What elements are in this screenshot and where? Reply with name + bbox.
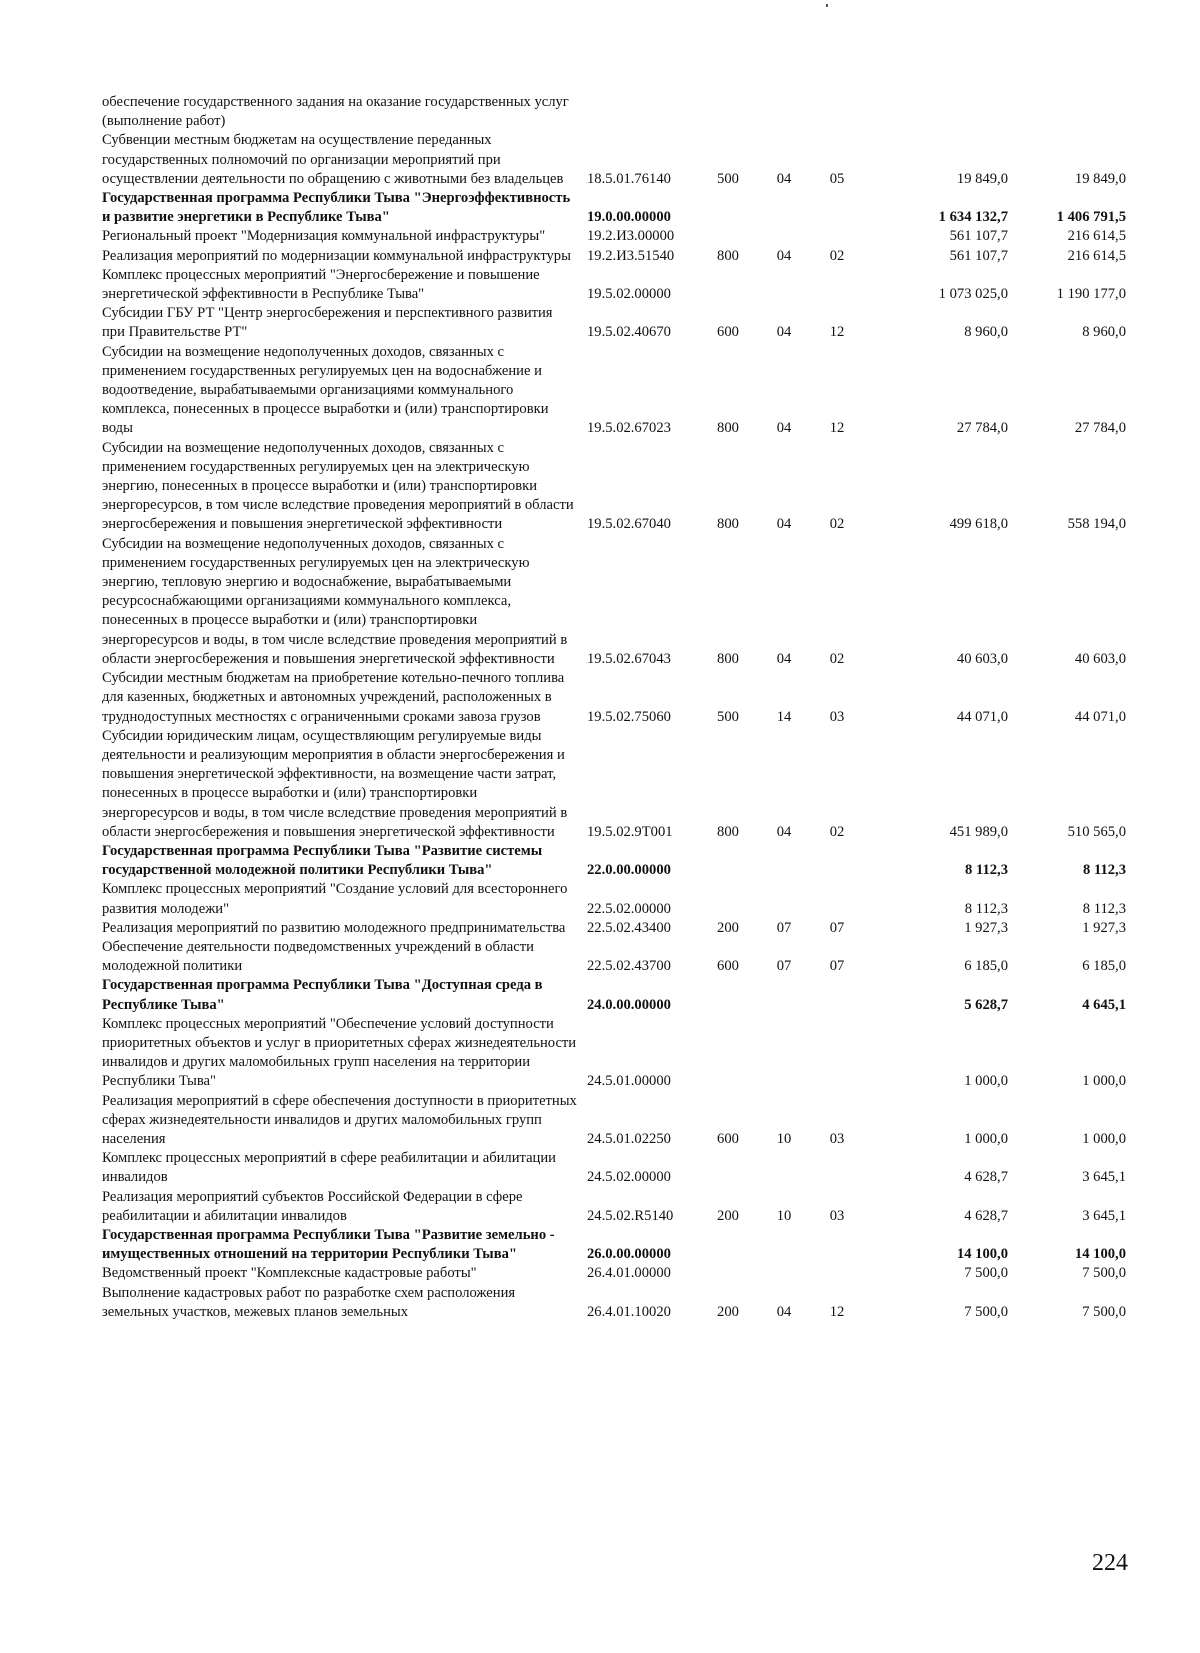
row-sum-year1: 8 960,0	[964, 324, 1008, 341]
row-code: 19.0.00.00000	[587, 209, 671, 226]
row-expense-type: 600	[717, 958, 739, 975]
row-sum-year2: 1 927,3	[1082, 919, 1126, 936]
table-row	[102, 919, 1126, 938]
row-sum-year2: 27 784,0	[1074, 420, 1126, 437]
row-subsection: 07	[829, 919, 845, 936]
row-name: Субсидии на возмещение недополученных доходов, связанных с применением государственных регулируемых цен на электрическую энергию, тепловую энергию и водоснабжение, вырабатываемыми ресурсоснабжающими организациями коммунального комплекса, понесенных в процессе выработки и (или) транспортировки энергоресурсов и воды, в том числе вследствие проведения мероприятий в области энергосбережения и повышения энергетической эффективности	[102, 535, 568, 667]
row-name: обеспечение государственного задания на оказание государственных услуг (выполнение работ)	[102, 94, 569, 130]
row-name: Региональный проект "Модернизация коммунальной инфраструктуры"	[102, 228, 546, 245]
row-name: Государственная программа Республики Тыва "Энергоэффективность и развитие энергетики в Республике Тыва"	[102, 190, 571, 226]
row-subsection	[808, 1149, 866, 1187]
row-expense-type	[696, 266, 760, 304]
row-code	[585, 93, 696, 131]
table-row	[102, 938, 1126, 976]
row-expense-type	[696, 1149, 760, 1187]
row-expense-type	[696, 189, 760, 227]
table-row	[102, 304, 1126, 342]
row-sum-year1: 6 185,0	[964, 958, 1008, 975]
row-sum-year1	[866, 93, 1008, 131]
table-row	[102, 131, 1126, 189]
row-name: Комплекс процессных мероприятий "Создание условий для всестороннего развития молодежи"	[102, 881, 568, 917]
row-subsection	[808, 1264, 866, 1283]
row-sum-year1: 8 112,3	[964, 900, 1008, 917]
row-name: Субсидии на возмещение недополученных доходов, связанных с применением государственных регулируемых цен на водоснабжение и водоотведение, вырабатываемыми организациями коммунального комплекса, понесенных в процессе выработки и (или) транспортировки воды	[102, 343, 549, 437]
row-section	[760, 1015, 808, 1092]
row-subsection: 03	[829, 1130, 845, 1147]
row-name: Комплекс процессных мероприятий "Обеспечение условий доступности приоритетных объектов и услуг в приоритетных сферах жизнедеятельности инвалидов и других маломобильных групп населения на территории Республики Тыва"	[102, 1015, 577, 1090]
row-section: 07	[776, 958, 792, 975]
row-subsection: 12	[829, 420, 845, 437]
row-expense-type	[696, 976, 760, 1014]
row-code: 24.5.01.02250	[587, 1130, 671, 1147]
row-sum-year1: 4 628,7	[964, 1169, 1008, 1186]
row-expense-type: 800	[717, 516, 739, 533]
row-sum-year2: 7 500,0	[1082, 1265, 1126, 1282]
row-sum-year2: 14 100,0	[1074, 1246, 1126, 1263]
table-row	[102, 669, 1126, 727]
row-expense-type	[696, 1015, 760, 1092]
table-row	[102, 1226, 1126, 1264]
row-sum-year1: 1 927,3	[964, 919, 1008, 936]
budget-table-body	[102, 93, 1126, 1322]
table-row	[102, 247, 1126, 266]
row-section: 07	[776, 919, 792, 936]
row-subsection	[808, 842, 866, 880]
row-expense-type: 600	[717, 1130, 739, 1147]
row-code: 24.5.01.00000	[587, 1073, 671, 1090]
page-number: 224	[1092, 1550, 1128, 1576]
row-code: 24.5.02.00000	[587, 1169, 671, 1186]
row-code: 19.5.02.67040	[587, 516, 671, 533]
row-expense-type: 500	[717, 170, 739, 187]
row-name: Государственная программа Республики Тыва "Доступная среда в Республике Тыва"	[102, 977, 543, 1013]
table-row	[102, 842, 1126, 880]
row-section	[760, 93, 808, 131]
table-row	[102, 727, 1126, 842]
row-code: 19.2.И3.00000	[587, 228, 675, 245]
row-section: 04	[776, 324, 792, 341]
scan-dot	[826, 4, 828, 7]
row-sum-year1: 5 628,7	[964, 996, 1008, 1013]
row-subsection	[808, 266, 866, 304]
row-sum-year1: 499 618,0	[949, 516, 1008, 533]
row-section: 04	[776, 516, 792, 533]
row-section: 04	[776, 1303, 792, 1320]
row-code: 19.5.02.00000	[587, 286, 671, 303]
row-sum-year1: 40 603,0	[956, 650, 1008, 667]
row-sum-year2: 7 500,0	[1082, 1303, 1126, 1320]
row-sum-year1: 44 071,0	[956, 708, 1008, 725]
row-section: 10	[776, 1130, 792, 1147]
row-code: 22.0.00.00000	[587, 862, 671, 879]
row-code: 19.5.02.67023	[587, 420, 671, 437]
row-expense-type	[696, 227, 760, 246]
row-section: 04	[776, 170, 792, 187]
row-sum-year1: 7 500,0	[964, 1265, 1008, 1282]
row-name: Субсидии ГБУ РТ "Центр энергосбережения и перспективного развития при Правительстве РТ"	[102, 305, 553, 341]
table-row	[102, 1188, 1126, 1226]
row-section	[760, 266, 808, 304]
table-row	[102, 189, 1126, 227]
row-name: Реализация мероприятий в сфере обеспечения доступности в приоритетных сферах жизнедеятельности инвалидов и других маломобильных групп населения	[102, 1092, 577, 1147]
row-section: 04	[776, 823, 792, 840]
row-section: 14	[776, 708, 792, 725]
row-subsection: 02	[829, 247, 845, 264]
row-section	[760, 1149, 808, 1187]
table-row	[102, 1015, 1126, 1092]
row-name: Выполнение кадастровых работ по разработке схем расположения земельных участков, межевых планов земельных	[102, 1284, 516, 1320]
row-sum-year2: 1 000,0	[1082, 1073, 1126, 1090]
row-subsection	[808, 976, 866, 1014]
row-section	[760, 842, 808, 880]
row-sum-year2: 1 406 791,5	[1056, 209, 1126, 226]
row-sum-year2: 216 614,5	[1067, 228, 1126, 245]
row-section: 04	[776, 247, 792, 264]
row-sum-year1: 19 849,0	[956, 170, 1008, 187]
table-row	[102, 1284, 1126, 1322]
row-code: 22.5.02.43700	[587, 958, 671, 975]
row-expense-type: 200	[717, 1303, 739, 1320]
row-subsection	[808, 1226, 866, 1264]
row-name: Государственная программа Республики Тыва "Развитие земельно - имущественных отношений на территории Республики Тыва"	[102, 1226, 555, 1263]
row-name: Субсидии на возмещение недополученных доходов, связанных с применением государственных регулируемых цен на электрическую энергию, понесенных в процессе выработки и (или) транспортировки энергоресурсов, в том числе вследствие проведения мероприятий в области энергосбережения и повышения энергетической эффективности	[102, 439, 574, 533]
row-name: Субсидии местным бюджетам на приобретение котельно-печного топлива для казенных, бюджетных и автономных учреждений, расположенных в труднодоступных местностях с ограниченными сроками завоза грузов	[102, 670, 565, 725]
row-sum-year1: 1 634 132,7	[938, 209, 1008, 226]
row-sum-year2: 8 960,0	[1082, 324, 1126, 341]
budget-table	[102, 93, 1126, 1322]
table-row	[102, 343, 1126, 439]
row-section	[760, 976, 808, 1014]
row-expense-type	[696, 880, 760, 918]
row-sum-year2: 3 645,1	[1082, 1207, 1126, 1224]
row-subsection	[808, 880, 866, 918]
row-sum-year2: 40 603,0	[1074, 650, 1126, 667]
row-sum-year1: 451 989,0	[949, 823, 1008, 840]
row-code: 26.4.01.10020	[587, 1303, 671, 1320]
row-name: Комплекс процессных мероприятий "Энергосбережение и повышение энергетической эффективности в Республике Тыва"	[102, 266, 540, 303]
row-sum-year1: 1 073 025,0	[938, 286, 1008, 303]
row-sum-year1: 7 500,0	[964, 1303, 1008, 1320]
row-name: Реализация мероприятий субъектов Российской Федерации в сфере реабилитации и абилитации инвалидов	[102, 1188, 523, 1224]
row-section: 10	[776, 1207, 792, 1224]
row-section	[760, 1264, 808, 1283]
row-subsection: 03	[829, 1207, 845, 1224]
row-code: 19.5.02.40670	[587, 324, 671, 341]
row-expense-type: 800	[717, 420, 739, 437]
row-sum-year2: 44 071,0	[1074, 708, 1126, 725]
row-subsection	[808, 93, 866, 131]
row-expense-type: 800	[717, 650, 739, 667]
table-row	[102, 880, 1126, 918]
row-subsection: 12	[829, 1303, 845, 1320]
table-row	[102, 1264, 1126, 1283]
row-section	[760, 1226, 808, 1264]
row-sum-year2: 8 112,3	[1082, 900, 1126, 917]
row-subsection	[808, 189, 866, 227]
row-sum-year2: 19 849,0	[1074, 170, 1126, 187]
row-expense-type: 200	[717, 919, 739, 936]
row-code: 19.2.И3.51540	[587, 247, 675, 264]
row-sum-year2: 3 645,1	[1082, 1169, 1126, 1186]
row-sum-year2: 510 565,0	[1067, 823, 1126, 840]
row-sum-year2: 1 190 177,0	[1056, 286, 1126, 303]
row-code: 26.4.01.00000	[587, 1265, 671, 1282]
row-expense-type	[696, 842, 760, 880]
row-code: 19.5.02.9Т001	[587, 823, 673, 840]
row-code: 18.5.01.76140	[587, 170, 671, 187]
table-row	[102, 227, 1126, 246]
row-section	[760, 227, 808, 246]
row-subsection: 05	[829, 170, 845, 187]
row-subsection: 02	[829, 650, 845, 667]
row-subsection	[808, 227, 866, 246]
table-row	[102, 1092, 1126, 1150]
row-section	[760, 189, 808, 227]
row-subsection: 02	[829, 823, 845, 840]
row-sum-year2: 1 000,0	[1082, 1130, 1126, 1147]
row-code: 26.0.00.00000	[587, 1246, 671, 1263]
row-sum-year1: 27 784,0	[956, 420, 1008, 437]
row-section	[760, 880, 808, 918]
row-expense-type	[696, 1226, 760, 1264]
table-row	[102, 439, 1126, 535]
row-section: 04	[776, 650, 792, 667]
row-sum-year1: 1 000,0	[964, 1073, 1008, 1090]
row-code: 22.5.02.43400	[587, 919, 671, 936]
row-subsection: 02	[829, 516, 845, 533]
row-name: Реализация мероприятий по модернизации коммунальной инфраструктуры	[102, 247, 571, 264]
row-subsection	[808, 1015, 866, 1092]
table-row	[102, 1149, 1126, 1187]
row-code: 24.5.02.R5140	[587, 1207, 674, 1224]
row-sum-year2	[1008, 93, 1126, 131]
row-sum-year1: 8 112,3	[965, 862, 1008, 879]
row-name: Обеспечение деятельности подведомственных учреждений в области молодежной политики	[102, 938, 534, 975]
row-subsection: 03	[829, 708, 845, 725]
row-sum-year1: 4 628,7	[964, 1207, 1008, 1224]
row-subsection: 07	[829, 958, 845, 975]
row-sum-year2: 216 614,5	[1067, 247, 1126, 264]
table-row	[102, 976, 1126, 1014]
row-code: 19.5.02.75060	[587, 708, 671, 725]
row-expense-type: 800	[717, 247, 739, 264]
row-sum-year1: 1 000,0	[964, 1130, 1008, 1147]
row-subsection: 12	[829, 324, 845, 341]
row-section: 04	[776, 420, 792, 437]
row-expense-type: 200	[717, 1207, 739, 1224]
row-sum-year2: 6 185,0	[1082, 958, 1126, 975]
row-code: 22.5.02.00000	[587, 900, 671, 917]
row-name: Ведомственный проект "Комплексные кадастровые работы"	[102, 1265, 477, 1282]
row-expense-type	[696, 93, 760, 131]
row-sum-year1: 561 107,7	[949, 228, 1008, 245]
table-row	[102, 535, 1126, 669]
row-sum-year2: 558 194,0	[1067, 516, 1126, 533]
row-sum-year2: 8 112,3	[1083, 862, 1126, 879]
row-expense-type	[696, 1264, 760, 1283]
row-name: Комплекс процессных мероприятий в сфере реабилитации и абилитации инвалидов	[102, 1150, 556, 1186]
row-code: 24.0.00.00000	[587, 996, 671, 1013]
row-sum-year1: 14 100,0	[956, 1246, 1008, 1263]
row-expense-type: 800	[717, 823, 739, 840]
table-row	[102, 266, 1126, 304]
row-name: Государственная программа Республики Тыва "Развитие системы государственной молодежной политики Республики Тыва"	[102, 842, 543, 879]
row-sum-year2: 4 645,1	[1082, 996, 1126, 1013]
table-row	[102, 93, 1126, 131]
row-name: Субвенции местным бюджетам на осуществление переданных государственных полномочий по организации мероприятий при осуществлении деятельности по обращению с животными без владельцев	[102, 132, 564, 187]
row-code: 19.5.02.67043	[587, 650, 671, 667]
row-sum-year1: 561 107,7	[949, 247, 1008, 264]
row-expense-type: 500	[717, 708, 739, 725]
row-name: Реализация мероприятий по развитию молодежного предпринимательства	[102, 919, 566, 936]
row-name: Субсидии юридическим лицам, осуществляющим регулируемые виды деятельности и реализующим мероприятия в области энергосбережения и повышения энергетической эффективности, на возмещение части затрат, понесенных в процессе выработки и (или) транспортировки энергоресурсов и воды, в том числе вследствие проведения мероприятий в области энергосбережения и повышения энергетической эффективности	[102, 727, 568, 840]
row-expense-type: 600	[717, 324, 739, 341]
